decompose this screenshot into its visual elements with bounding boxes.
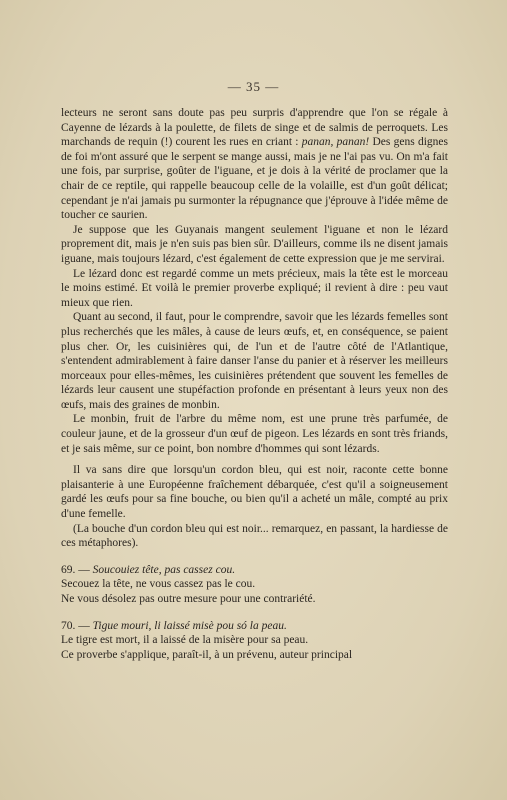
paragraph-text: Des gens dignes de foi m'ont assuré que le serpent se mange aussi, mais je ne l'ai pas vu. On m'a fait une fois, par surprise, goûter de l'iguane, et je dois à la vérité de proclamer que la chair de ce reptile, qui rappelle beaucoup celle de la volaille, est d'un goût délicat; cependant je n'ai jamais pu surmonter la répugnance que j'éprouve à l'idée même de toucher ce saurien. bbox=[61, 136, 449, 222]
paragraph: Le lézard donc est regardé comme un mets précieux, mais la tête est le morceau le moins estimé. Et voilà le premier proverbe expliqué; il revient à dire : peu vaut mieux que rien. bbox=[61, 267, 448, 309]
proverb-entry bbox=[61, 619, 448, 663]
proverb-entry bbox=[61, 563, 448, 607]
proverb-translation: Secouez la tête, ne vous cassez pas le cou. bbox=[61, 578, 256, 591]
proverb-number: 70. — bbox=[61, 619, 90, 632]
proverb-heading bbox=[61, 563, 448, 578]
italic-cry: panan, panan! bbox=[301, 136, 370, 149]
paragraph: Il va sans dire que lorsqu'un cordon bleu, qui est noir, raconte cette bonne plaisanterie à une Européenne fraîchement débarquée, c'est qu'il a soigneusement gardé les œufs pour sa fine bouche, ou bien qu'il a acheté un mâle, compté au prix d'une femelle. bbox=[61, 464, 448, 521]
proverb-creole: Soucouiez tête, pas cassez cou. bbox=[92, 563, 236, 576]
proverb-creole: Tigue mouri, li laissé misè pou só la peau. bbox=[92, 619, 287, 632]
proverb-heading bbox=[61, 619, 448, 634]
proverb-number: 69. — bbox=[61, 563, 90, 576]
paragraph-text: lecteurs ne seront sans doute pas peu surpris d'apprendre que l'on se régale à Cayenne de lézards à la poulette, de filets de singe et de salmis de perroquets. Les marchands de requin (!) courent les rues en criant : bbox=[61, 107, 448, 149]
body-text bbox=[61, 106, 448, 662]
paragraph: Je suppose que les Guyanais mangent seulement l'iguane et non le lézard proprement dit, mais je n'en suis pas bien sûr. D'ailleurs, comme ils ne disent jamais iguane, mais toujours lézard, c'est également de cette expression que je me servirai. bbox=[61, 223, 448, 265]
paragraph bbox=[61, 106, 448, 223]
proverb-explanation: Ne vous désolez pas outre mesure pour une contrariété. bbox=[61, 593, 316, 605]
paragraph: Le monbin, fruit de l'arbre du même nom, est une prune très parfumée, de couleur jaune, et de la grosseur d'un œuf de pigeon. Les lézards en sont très friands, et je sais même, sur ce point, bon nombre d'hommes qui sont lézards. bbox=[61, 413, 448, 455]
paragraph: Quant au second, il faut, pour le comprendre, savoir que les lézards femelles sont plus recherchés que les mâles, à cause de leurs œufs, et, en conséquence, se paient plus cher. Or, les cuisinières qui, de l'un et de l'autre côté de l'Atlantique, s'entendent admirablement à faire danser l'anse du panier et à réserver les meilleurs morceaux pour elles-mêmes, les cuisinières prétendent que souvent les femelles de lézards leur causent une stupéfaction profonde en présentant à leurs yeux non des œufs, mais des graines de monbin. bbox=[61, 311, 448, 411]
proverb-explanation: Ce proverbe s'applique, paraît-il, à un prévenu, auteur principal bbox=[61, 648, 353, 661]
page-number: — 35 — bbox=[227, 79, 280, 94]
proverb-translation: Le tigre est mort, il a laissé de la misère pour sa peau. bbox=[61, 634, 309, 647]
paragraph: (La bouche d'un cordon bleu qui est noir... remarquez, en passant, la hardiesse de ces métaphores). bbox=[61, 522, 448, 550]
